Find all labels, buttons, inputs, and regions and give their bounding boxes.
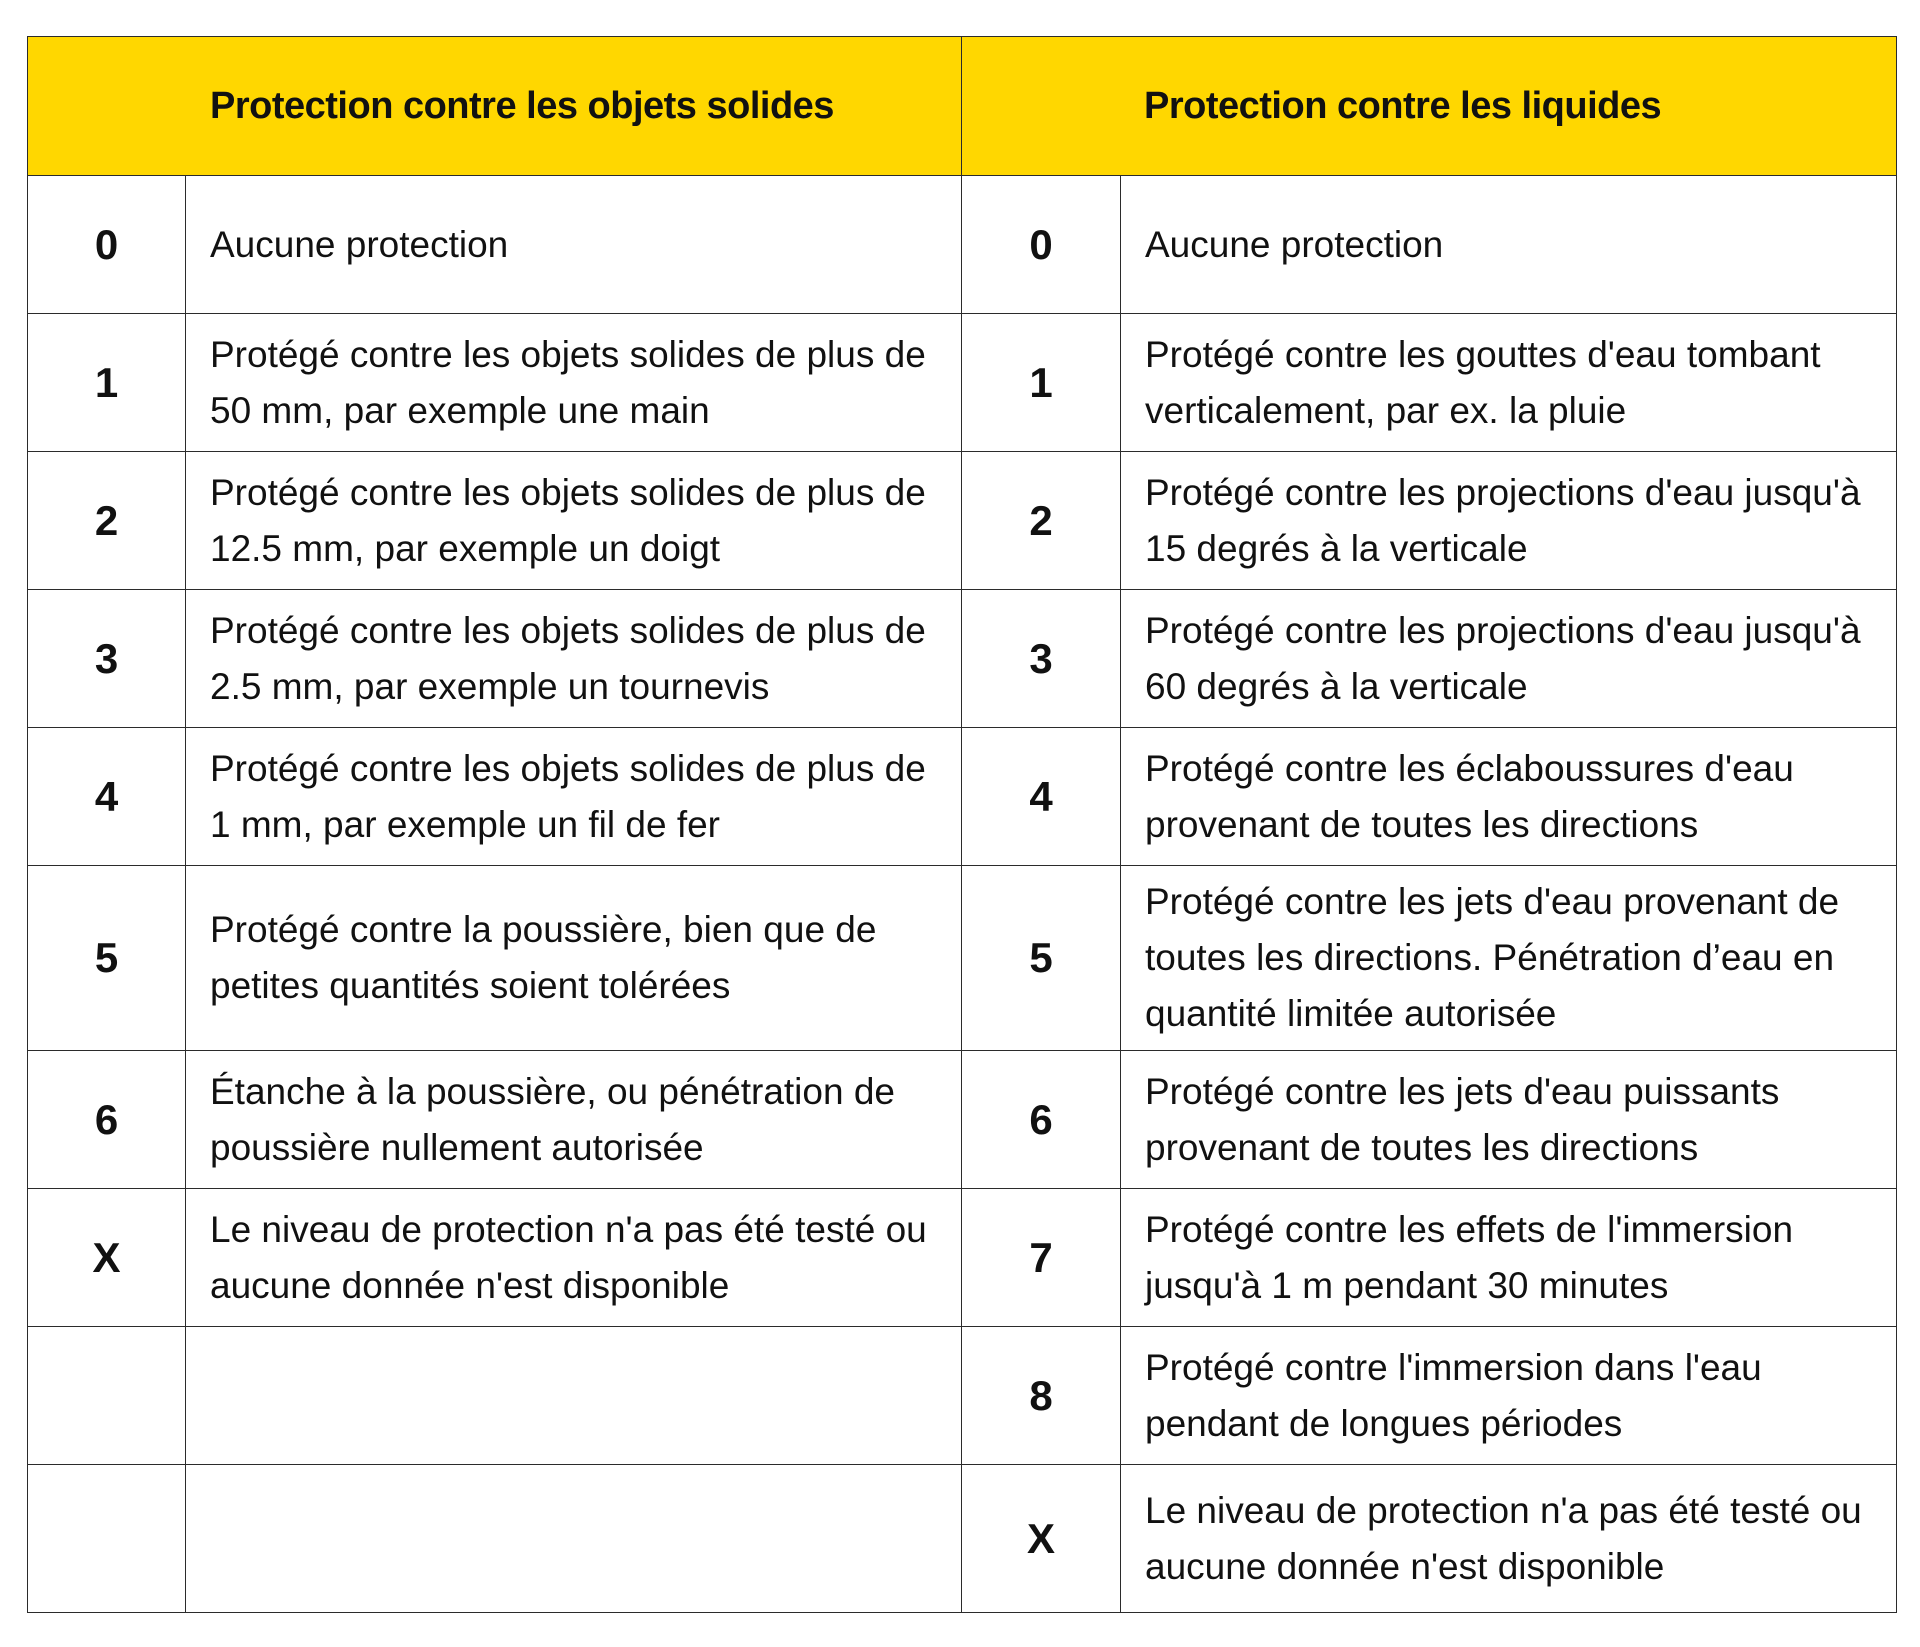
header-solids xyxy=(28,37,962,176)
liquid-code: 7 xyxy=(962,1189,1121,1327)
liquid-description: Protégé contre les jets d'eau provenant de toutes les directions. Pénétration d’eau en quantité limitée autorisée xyxy=(1121,866,1897,1051)
liquid-code: 1 xyxy=(962,314,1121,452)
liquid-code: 2 xyxy=(962,452,1121,590)
solid-code xyxy=(28,1465,186,1613)
solid-code: 3 xyxy=(28,590,186,728)
ip-rating-table xyxy=(27,36,1897,1613)
liquid-description: Protégé contre les effets de l'immersion jusqu'à 1 m pendant 30 minutes xyxy=(1121,1189,1897,1327)
table-row xyxy=(28,1327,1897,1465)
table-row xyxy=(28,1465,1897,1613)
table-row xyxy=(28,590,1897,728)
table-row xyxy=(28,314,1897,452)
header-liquids xyxy=(962,37,1897,176)
header-liquids-label: Protection contre les liquides xyxy=(1144,84,1662,127)
liquid-description: Protégé contre les projections d'eau jusqu'à 60 degrés à la verticale xyxy=(1121,590,1897,728)
liquid-description: Protégé contre les projections d'eau jusqu'à 15 degrés à la verticale xyxy=(1121,452,1897,590)
table-row xyxy=(28,1051,1897,1189)
table-row xyxy=(28,176,1897,314)
solid-description: Protégé contre les objets solides de plus de 2.5 mm, par exemple un tournevis xyxy=(186,590,962,728)
solid-description xyxy=(186,1465,962,1613)
solid-description: Étanche à la poussière, ou pénétration de poussière nullement autorisée xyxy=(186,1051,962,1189)
liquid-code: 3 xyxy=(962,590,1121,728)
solid-description: Protégé contre les objets solides de plus de 1 mm, par exemple un fil de fer xyxy=(186,728,962,866)
table-row xyxy=(28,452,1897,590)
table-row xyxy=(28,728,1897,866)
solid-code: X xyxy=(28,1189,186,1327)
solid-description: Le niveau de protection n'a pas été testé ou aucune donnée n'est disponible xyxy=(186,1189,962,1327)
solid-code: 1 xyxy=(28,314,186,452)
liquid-code: 5 xyxy=(962,866,1121,1051)
liquid-description: Aucune protection xyxy=(1121,176,1897,314)
solid-code: 4 xyxy=(28,728,186,866)
solid-code: 0 xyxy=(28,176,186,314)
solid-code xyxy=(28,1327,186,1465)
table-header-row xyxy=(28,37,1897,176)
solid-code: 2 xyxy=(28,452,186,590)
liquid-code: 8 xyxy=(962,1327,1121,1465)
table-row xyxy=(28,866,1897,1051)
header-solids-label: Protection contre les objets solides xyxy=(210,84,834,127)
solid-description xyxy=(186,1327,962,1465)
liquid-description: Protégé contre l'immersion dans l'eau pendant de longues périodes xyxy=(1121,1327,1897,1465)
solid-code: 6 xyxy=(28,1051,186,1189)
liquid-description: Protégé contre les gouttes d'eau tombant verticalement, par ex. la pluie xyxy=(1121,314,1897,452)
liquid-description: Protégé contre les éclaboussures d'eau provenant de toutes les directions xyxy=(1121,728,1897,866)
liquid-code: 0 xyxy=(962,176,1121,314)
liquid-code: X xyxy=(962,1465,1121,1613)
solid-description: Protégé contre les objets solides de plus de 12.5 mm, par exemple un doigt xyxy=(186,452,962,590)
solid-description: Protégé contre la poussière, bien que de petites quantités soient tolérées xyxy=(186,866,962,1051)
liquid-description: Le niveau de protection n'a pas été testé ou aucune donnée n'est disponible xyxy=(1121,1465,1897,1613)
liquid-code: 4 xyxy=(962,728,1121,866)
liquid-code: 6 xyxy=(962,1051,1121,1189)
table-row xyxy=(28,1189,1897,1327)
solid-description: Aucune protection xyxy=(186,176,962,314)
liquid-description: Protégé contre les jets d'eau puissants provenant de toutes les directions xyxy=(1121,1051,1897,1189)
solid-code: 5 xyxy=(28,866,186,1051)
solid-description: Protégé contre les objets solides de plus de 50 mm, par exemple une main xyxy=(186,314,962,452)
